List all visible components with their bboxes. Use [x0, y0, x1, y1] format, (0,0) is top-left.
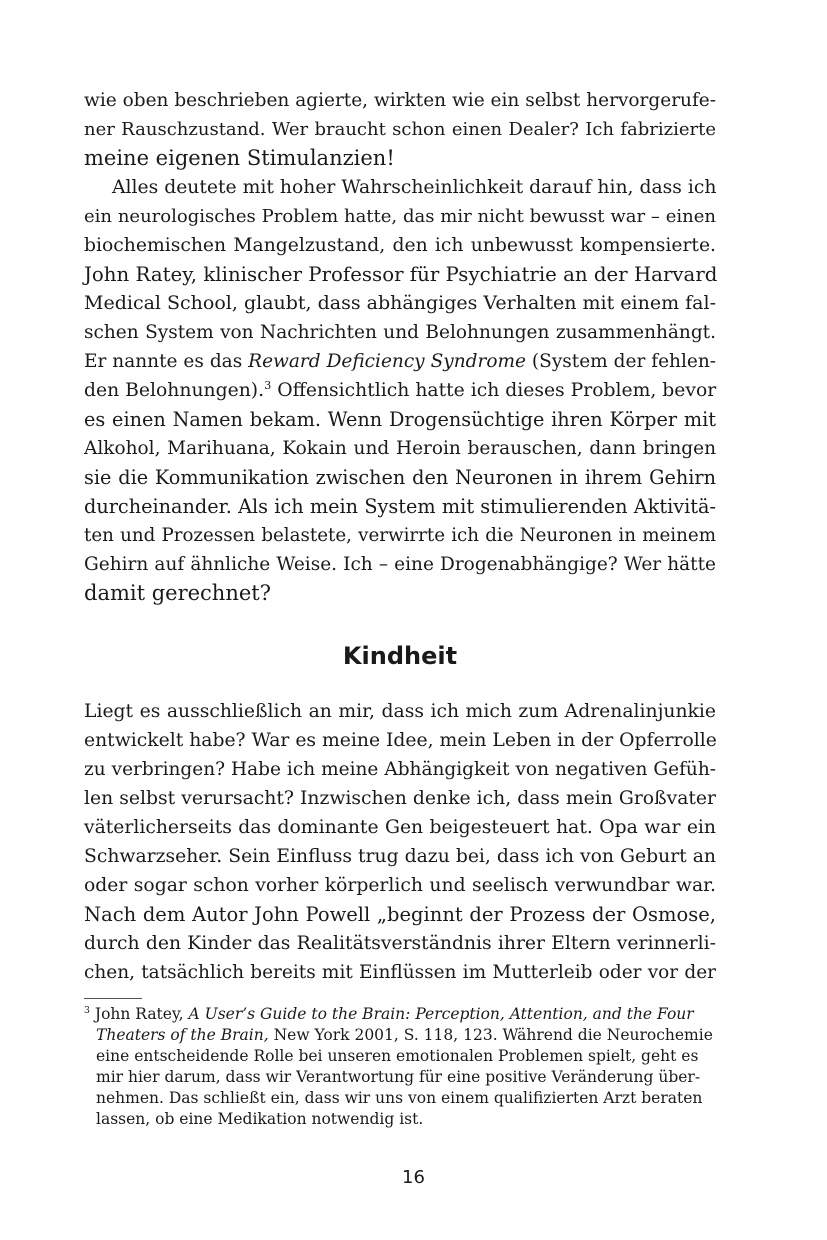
text-run: John Ratey,	[89, 1005, 189, 1023]
italic-term: Reward Deficiency Syndrome	[248, 351, 526, 372]
footnote-line: lassen, ob eine Medikation notwendig ist.	[96, 1110, 424, 1128]
body-text-line: Alkohol, Marihuana, Kokain und Heroin berauschen, dann bringen	[84, 438, 716, 459]
body-text-line: chen, tatsächlich bereits mit Einflüssen im Mutterleib oder vor der	[84, 962, 716, 983]
body-text-line: es einen Namen bekam. Wenn Drogensüchtige ihren Körper mit	[84, 408, 716, 431]
body-text-line: wie oben beschrieben agierte, wirkten wie ein selbst hervorgerufe-	[84, 90, 716, 111]
body-text-line: Schwarzseher. Sein Einfluss trug dazu bei, dass ich von Geburt an	[84, 846, 716, 867]
body-text-line: Gehirn auf ähnliche Weise. Ich – eine Drogenabhängige? Wer hätte	[84, 554, 716, 575]
footnote-line: nehmen. Das schließt ein, dass wir uns von einem qualifizierten Arzt beraten	[96, 1089, 703, 1107]
page-number: 16	[402, 1167, 425, 1188]
body-text-line: oder sogar schon vorher körperlich und seelisch verwundbar war.	[84, 875, 716, 896]
text-run: den Belohnungen).	[84, 380, 265, 401]
footnote-marker: 3	[84, 1004, 90, 1016]
text-run: Er nannte es das	[84, 351, 249, 372]
body-text-line: durcheinander. Als ich mein System mit stimulierenden Aktivitä-	[84, 495, 716, 518]
body-text-line: Nach dem Autor John Powell „beginnt der Prozess der Osmose,	[84, 903, 716, 926]
body-text-line: biochemischen Mangelzustand, den ich unbewusst kompensierte.	[84, 235, 716, 256]
body-text-line: väterlicherseits das dominante Gen beigesteuert hat. Opa war ein	[84, 817, 716, 838]
body-text-line: Alles deutete mit hoher Wahrscheinlichkeit darauf hin, dass ich	[112, 177, 717, 198]
footnote-line: mir hier darum, dass wir Verantwortung für eine positive Veränderung über-	[96, 1068, 701, 1086]
footnote-line: eine entscheidende Rolle bei unseren emotionalen Problemen spielt, geht es	[96, 1047, 699, 1065]
body-text-line: meine eigenen Stimulanzien!	[84, 146, 395, 170]
body-text-line: entwickelt habe? War es meine Idee, mein Leben in der Opferrolle	[84, 730, 717, 751]
text-run: New York 2001, S. 118, 123. Während die Neurochemie	[268, 1026, 713, 1044]
italic-title: Theaters of the Brain,	[96, 1026, 269, 1044]
section-heading: Kindheit	[342, 642, 458, 670]
body-text-line: len selbst verursacht? Inzwischen denke ich, dass mein Großvater	[84, 788, 716, 809]
body-text-line: Medical School, glaubt, dass abhängiges Verhalten mit einem fal-	[84, 292, 716, 314]
body-text-line: sie die Kommunikation zwischen den Neuronen in ihrem Gehirn	[84, 466, 716, 489]
footnote-line	[96, 1025, 716, 1046]
footnote-divider	[84, 998, 142, 999]
body-text-line: Liegt es ausschließlich an mir, dass ich mich zum Adrenalinjunkie	[84, 701, 716, 722]
body-text-line: damit gerechnet?	[84, 581, 271, 605]
footnote-reference: 3	[264, 378, 272, 392]
body-text-line: durch den Kinder das Realitätsverständnis ihrer Eltern verinnerli-	[84, 933, 716, 954]
italic-title: A User’s Guide to the Brain: Perception, Attention, and the Four	[188, 1005, 694, 1023]
text-run: Offensichtlich hatte ich dieses Problem, bevor	[271, 380, 717, 401]
body-text-line	[84, 376, 716, 405]
footnote-line	[84, 1004, 716, 1025]
text-run: (System der fehlen-	[525, 351, 716, 372]
body-text-line: ten und Prozessen belastete, verwirrte ich die Neuronen in meinem	[84, 525, 716, 546]
body-text-line: schen System von Nachrichten und Belohnungen zusammenhängt.	[84, 322, 716, 343]
body-text-line: ein neurologisches Problem hatte, das mir nicht bewusst war – einen	[84, 206, 716, 227]
body-text-line: John Ratey, klinischer Professor für Psychiatrie an der Harvard	[84, 263, 718, 286]
body-text-line: ner Rauschzustand. Wer braucht schon einen Dealer? Ich fabrizierte	[84, 119, 716, 140]
body-text-line	[84, 347, 716, 376]
body-text-line: zu verbringen? Habe ich meine Abhängigkeit von negativen Gefüh-	[84, 759, 716, 780]
